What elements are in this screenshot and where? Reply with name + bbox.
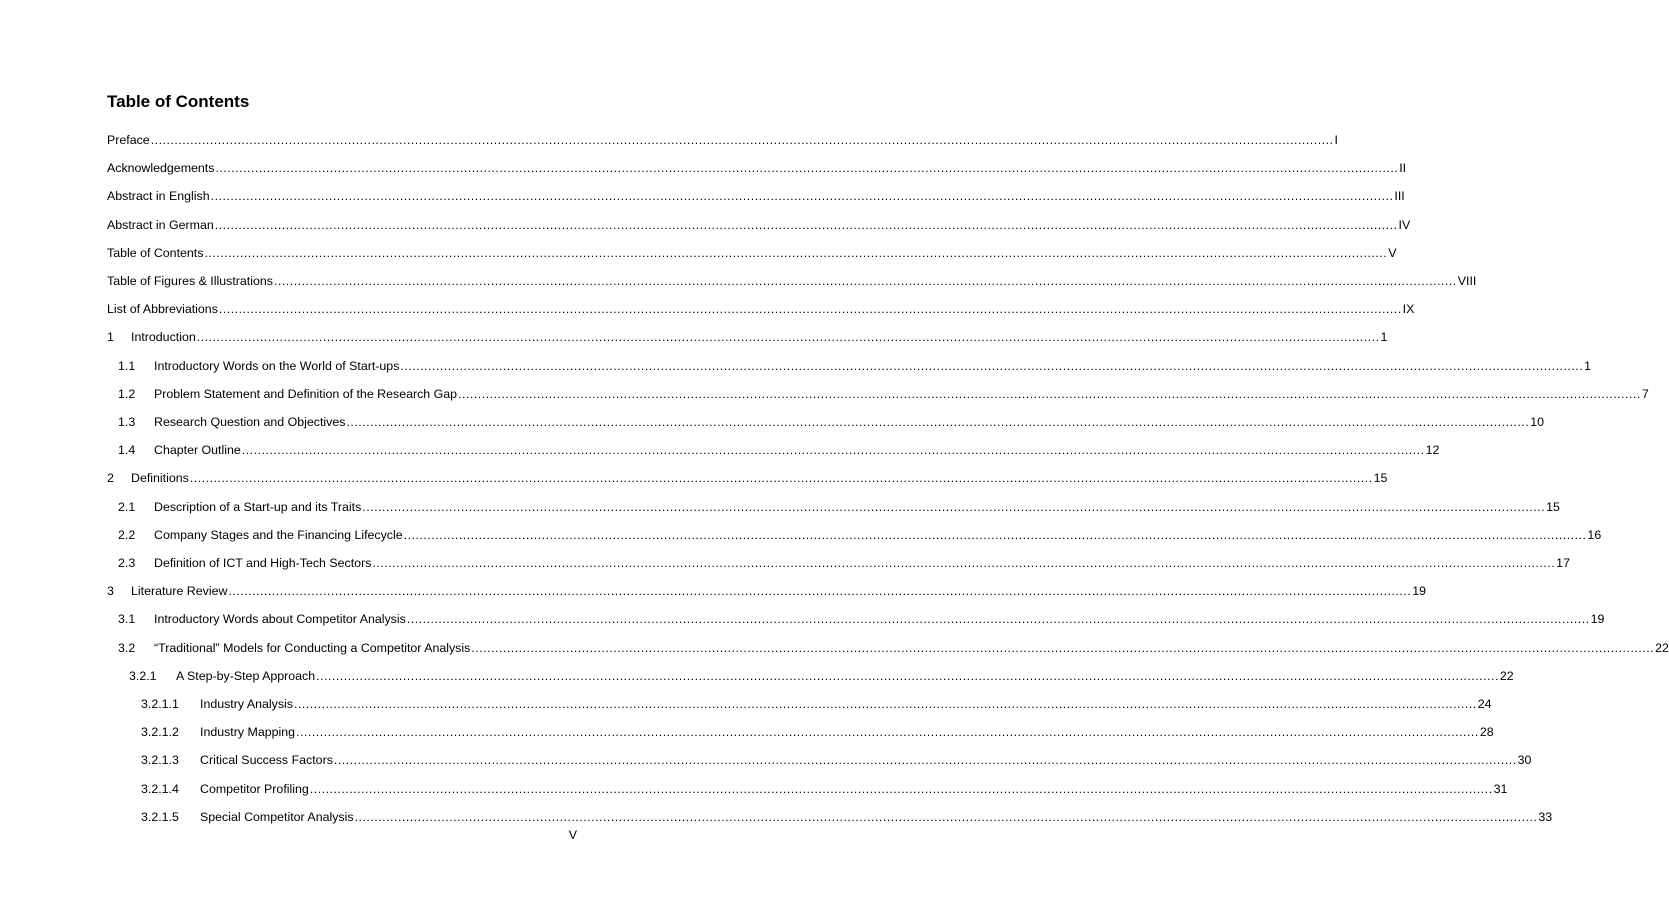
toc-entry[interactable] xyxy=(118,640,1669,656)
toc-leader-dots: ............................................................................................................................................................................................................................................................................................................ xyxy=(458,386,1641,401)
toc-entry-page: 16 xyxy=(1587,527,1602,542)
toc-entry[interactable] xyxy=(118,555,1570,571)
toc-leader-dots: ............................................................................................................................................................................................................................................................................................................ xyxy=(309,781,1493,796)
toc-entry-label: Problem Statement and Definition of the Research Gap xyxy=(154,386,458,401)
toc-leader-dots: ............................................................................................................................................................................................................................................................................................................ xyxy=(372,556,1556,570)
toc-entry-page: 22 xyxy=(1499,668,1514,683)
toc-entry-label: Industry Mapping xyxy=(200,725,296,740)
toc-entry[interactable] xyxy=(118,358,1592,374)
toc-entry-page: 1 xyxy=(1380,330,1388,345)
toc-entry-label: Abstract in English xyxy=(107,189,210,204)
toc-entry[interactable] xyxy=(107,301,1415,317)
toc-entry-page: VIII xyxy=(1457,274,1477,288)
toc-entry[interactable] xyxy=(107,245,1397,261)
toc-entry-page: 15 xyxy=(1546,499,1560,514)
toc-entry-page: 19 xyxy=(1412,584,1426,599)
toc-entry[interactable] xyxy=(118,442,1440,458)
toc-leader-dots: ............................................................................................................................................................................................................................................................................................................ xyxy=(196,330,1380,345)
toc-entry[interactable] xyxy=(107,329,1388,345)
toc-entry-number: 1.4 xyxy=(118,443,136,458)
toc-entry-number: 2 xyxy=(107,471,114,486)
toc-entry[interactable] xyxy=(141,752,1532,768)
toc-entry-label: Company Stages and the Financing Lifecycle xyxy=(154,527,403,542)
toc-entry[interactable] xyxy=(107,188,1405,204)
toc-entry-page: V xyxy=(1388,245,1397,260)
toc-entry-label: Definitions xyxy=(131,471,189,486)
toc-entry-label: Literature Review xyxy=(131,584,228,599)
toc-entry[interactable] xyxy=(107,217,1411,233)
toc-leader-dots: ............................................................................................................................................................................................................................................................................................................ xyxy=(362,499,1546,514)
toc-entry-page: 24 xyxy=(1477,697,1492,711)
toc-leader-dots: ............................................................................................................................................................................................................................................................................................................ xyxy=(400,358,1584,373)
toc-entry-label: Acknowledgements xyxy=(107,161,215,176)
toc-entry-label: List of Abbreviations xyxy=(107,302,218,317)
toc-entry-page: 10 xyxy=(1530,415,1545,429)
toc-leader-dots: ............................................................................................................................................................................................................................................................................................................ xyxy=(241,443,1425,458)
toc-leader-dots: ............................................................................................................................................................................................................................................................................................................ xyxy=(471,640,1655,655)
toc-entry-label: A Step-by-Step Approach xyxy=(176,668,316,683)
toc-entry-number: 3.2.1.5 xyxy=(141,809,179,824)
toc-entry-page: 1 xyxy=(1584,358,1592,373)
toc-leader-dots: ............................................................................................................................................................................................................................................................................................................ xyxy=(293,697,1477,711)
toc-entry[interactable] xyxy=(118,499,1560,515)
toc-entry[interactable] xyxy=(141,724,1494,740)
toc-entry-page: II xyxy=(1399,161,1407,176)
toc-entry-number: 3.2 xyxy=(118,640,136,655)
toc-entry-number: 1.2 xyxy=(118,386,136,401)
toc-entry-page: IX xyxy=(1402,302,1415,317)
toc-entry-number: 3.2.1.4 xyxy=(141,781,179,796)
toc-leader-dots: ............................................................................................................................................................................................................................................................................................................ xyxy=(228,584,1412,599)
page-title: Table of Contents xyxy=(107,92,250,111)
toc-entry[interactable] xyxy=(141,781,1508,797)
toc-entry-page: 22 xyxy=(1655,640,1669,655)
toc-entry-number: 3.2.1 xyxy=(129,668,157,683)
toc-entry[interactable] xyxy=(107,160,1407,176)
toc-entry-label: Critical Success Factors xyxy=(200,753,333,768)
toc-leader-dots: ............................................................................................................................................................................................................................................................................................................ xyxy=(210,189,1394,204)
toc-entry[interactable] xyxy=(141,809,1553,825)
toc-entry-page: 30 xyxy=(1517,753,1532,768)
toc-entry-number: 1.1 xyxy=(118,358,136,373)
toc-entry[interactable] xyxy=(141,696,1492,712)
toc-leader-dots: ............................................................................................................................................................................................................................................................................................................ xyxy=(346,415,1530,429)
toc-entry-number: 3.2.1.3 xyxy=(141,753,179,768)
toc-entry-label: Introductory Words on the World of Start-ups xyxy=(154,358,400,373)
toc-entry-label: Table of Contents xyxy=(107,245,204,260)
toc-entry-page: IV xyxy=(1398,217,1411,232)
toc-entry-label: Industry Analysis xyxy=(200,697,293,711)
toc-entry-number: 2.3 xyxy=(118,556,136,570)
toc-entry-label: Introduction xyxy=(131,330,196,345)
toc-leader-dots: ............................................................................................................................................................................................................................................................................................................ xyxy=(214,217,1398,232)
toc-entry-number: 3.1 xyxy=(118,612,136,627)
toc-entry-label: Definition of ICT and High-Tech Sectors xyxy=(154,556,372,570)
toc-entry-label: Table of Figures & Illustrations xyxy=(107,274,273,288)
toc-entry-page: 17 xyxy=(1556,556,1570,570)
toc-entry-page: 12 xyxy=(1425,443,1440,458)
toc-leader-dots: ............................................................................................................................................................................................................................................................................................................ xyxy=(406,612,1590,627)
toc-entry[interactable] xyxy=(118,386,1649,402)
toc-leader-dots: ............................................................................................................................................................................................................................................................................................................ xyxy=(333,753,1517,768)
toc-entry-page: I xyxy=(1334,133,1338,147)
toc-entry[interactable] xyxy=(107,583,1426,599)
toc-entry-number: 3 xyxy=(107,584,114,599)
toc-entry[interactable] xyxy=(118,527,1602,543)
toc-leader-dots: ............................................................................................................................................................................................................................................................................................................ xyxy=(204,245,1388,260)
toc-leader-dots: ............................................................................................................................................................................................................................................................................................................ xyxy=(316,668,1499,683)
toc-entry-page: 7 xyxy=(1641,386,1649,401)
toc-entry-number: 2.1 xyxy=(118,499,136,514)
toc-leader-dots: ............................................................................................................................................................................................................................................................................................................ xyxy=(189,471,1373,486)
toc-entry-label: Chapter Outline xyxy=(154,443,241,458)
toc-entry-page: 31 xyxy=(1493,781,1508,796)
toc-entry[interactable] xyxy=(129,668,1514,684)
toc-entry[interactable] xyxy=(118,414,1545,430)
page-number: V xyxy=(568,828,577,842)
toc-leader-dots: ............................................................................................................................................................................................................................................................................................................ xyxy=(215,161,1399,176)
toc-entry[interactable] xyxy=(107,132,1338,148)
toc-entry-label: Introductory Words about Competitor Analysis xyxy=(154,612,406,627)
toc-leader-dots: ............................................................................................................................................................................................................................................................................................................ xyxy=(403,527,1587,542)
toc-entry-number: 1 xyxy=(107,330,114,345)
toc-entry-page: III xyxy=(1394,189,1405,204)
toc-entry-label: Description of a Start-up and its Traits xyxy=(154,499,362,514)
toc-entry[interactable] xyxy=(118,611,1605,627)
toc-entry-label: Competitor Profiling xyxy=(200,781,309,796)
toc-entry-label: Special Competitor Analysis xyxy=(200,809,354,824)
toc-leader-dots: ............................................................................................................................................................................................................................................................................................................ xyxy=(218,302,1402,317)
toc-leader-dots: ............................................................................................................................................................................................................................................................................................................ xyxy=(273,274,1457,288)
toc-entry-page: 28 xyxy=(1479,725,1494,740)
toc-entry[interactable] xyxy=(107,273,1477,289)
toc-entry-number: 3.2.1.1 xyxy=(141,697,179,711)
toc-entry-number: 2.2 xyxy=(118,527,136,542)
toc-entry-page: 33 xyxy=(1538,809,1553,824)
toc-entry-page: 19 xyxy=(1590,612,1605,627)
toc-entry-number: 1.3 xyxy=(118,415,136,429)
toc-entry-label: Preface xyxy=(107,133,150,147)
toc-entry-label: “Traditional” Models for Conducting a Competitor Analysis xyxy=(154,640,471,655)
toc-entry[interactable] xyxy=(107,470,1388,486)
toc-entry-label: Research Question and Objectives xyxy=(154,415,346,429)
toc-entry-label: Abstract in German xyxy=(107,217,214,232)
toc-leader-dots: ............................................................................................................................................................................................................................................................................................................ xyxy=(150,133,1334,147)
toc-entry-number: 3.2.1.2 xyxy=(141,725,179,740)
toc-leader-dots: ............................................................................................................................................................................................................................................................................................................ xyxy=(354,809,1538,824)
toc-entry-page: 15 xyxy=(1373,471,1388,486)
toc-leader-dots: ............................................................................................................................................................................................................................................................................................................ xyxy=(296,725,1479,740)
